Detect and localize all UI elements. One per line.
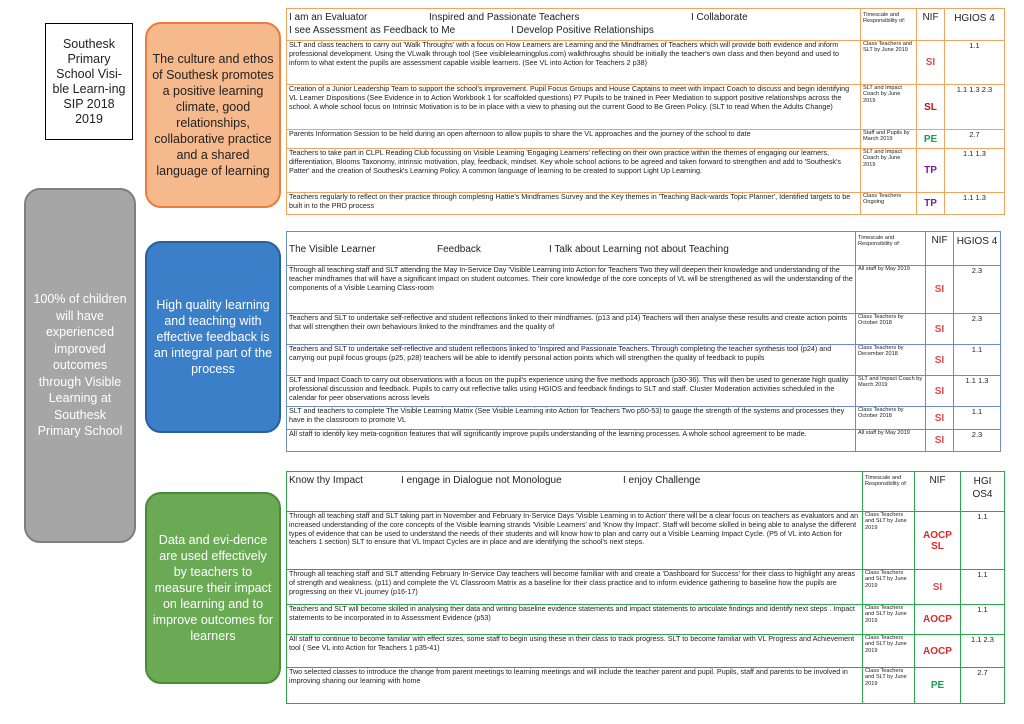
action-text: Teachers to take part in CLPL Reading Club focussing on Visible Learning 'Engaging Learners' reflecting on their own practice within the themes of engaging our learners, differentiation, Blooms Taxonomy, intrinsic motivation, play, feedback, mindset. Key whole school actions to be agreed and taken forward to strengthen and add to 'Southesk's Patter' and the creation of Southesk's Learning Policy. A common language of learning to be created to support Light Up Learning.: [287, 149, 861, 193]
action-text: Through all teaching staff and SLT attending February In-Service Day teachers will become familiar with and create a 'Dashboard for Success' for their class to highlight any areas of strength and weakness. (p11) and complete the VL Classroom Matrix as a baseline for their class practice and to inform evidence gathering to baseline how the pupils are progressing on their VL journey (p16-17): [287, 570, 863, 605]
hgios-header: HGI OS4: [961, 472, 1005, 512]
action-timescale: Class Teachers by December 2018: [856, 345, 926, 376]
action-timescale: SLT and Impact Coach by June 2019: [861, 85, 917, 130]
action-timescale: Class Teachers by October 2018: [856, 407, 926, 430]
section-table-feedback: [286, 231, 1001, 452]
nif-header: NIF: [915, 472, 961, 512]
action-timescale: SLT and Impact Coach by June 2019: [861, 149, 917, 193]
theme-label: Inspired and Passionate Teachers: [429, 12, 580, 23]
nif-code: SL: [917, 85, 945, 130]
hgios-ref: 2.7: [961, 668, 1005, 704]
theme-label: I am an Evaluator: [289, 12, 368, 23]
action-row: [287, 668, 1005, 704]
nif-header: NIF: [917, 9, 945, 41]
action-text: Through all teaching staff and SLT taking part in November and February In-Service Days 'Visible Learning in to Action' there will be a clear focus on teachers as evaluators and an increased understanding of the core concepts of the Visible learning strands 'Visible Learners' and 'Know thy Impact'. Staff will become skilled in being able to analyse the different types of evidence that can be used to understand the needs of their students and will know how to plan and carry out a Visible Learning Impact Cycle. (P5 of VL into Action for teachers 1 section) SLT to ensure that VL Impact Cycles are in place and are identifying the school's next steps.: [287, 512, 863, 570]
action-timescale: Class Teachers and SLT by June 2019: [863, 512, 915, 570]
hgios-header: HGIOS 4: [945, 9, 1005, 41]
theme-label: Feedback: [437, 244, 481, 255]
section-table-impact: [286, 471, 1005, 704]
theme-label: I Develop Positive Relationships: [511, 25, 654, 36]
hgios-ref: 1.1: [961, 605, 1005, 635]
nif-code: SI: [926, 314, 954, 345]
overall-outcome: 100% of children will have experienced improved outcomes through Visible Learning at Southesk Primary School: [24, 188, 136, 543]
theme-label: The Visible Learner: [289, 244, 376, 255]
nif-code: SI: [926, 407, 954, 430]
nif-code: PE: [915, 668, 961, 704]
nif-code: TP: [917, 149, 945, 193]
action-timescale: All staff by May 2019: [856, 430, 926, 452]
action-timescale: Class Teachers and SLT by June 2019: [863, 605, 915, 635]
action-text: Teachers and SLT to undertake self-reflective and student reflections linked to 'Inspired and Passionate Teachers. Through completing the teacher synthesis tool (p24) and carrying out pupil focus groups (p25, p28) teachers will be able to identify personal action points which will strengthen the quality of feedback to pupils: [287, 345, 856, 376]
action-row: [287, 130, 1005, 149]
hgios-ref: 1.1 1.3: [945, 149, 1005, 193]
nif-code: SI: [915, 570, 961, 605]
priority-culture-ethos: The culture and ethos of Southesk promotes a positive learning climate, good relationships, collaborative practice and a shared language of learning: [145, 22, 281, 208]
nif-code: SI: [926, 266, 954, 314]
hgios-ref: 1.1 2.3: [961, 635, 1005, 668]
action-timescale: Class Teachers by October 2018: [856, 314, 926, 345]
section-header-themes: [287, 472, 863, 512]
action-text: Two selected classes to introduce the change from parent meetings to learning meetings and will include the teacher parent and pupil. Pupils, staff and parents to be involved in improving sharing our learning with home: [287, 668, 863, 704]
priority-data-evidence: Data and evi-dence are used effectively by teachers to measure their impact on learning and to improve outcomes for learners: [145, 492, 281, 684]
timescale-header: Timescale and Responsibility of:: [861, 9, 917, 41]
section-header: [287, 9, 1005, 41]
hgios-ref: 1.1 1.3 2.3: [945, 85, 1005, 130]
action-row: [287, 376, 1001, 407]
hgios-ref: 1.1 1.3: [954, 376, 1001, 407]
theme-label: Know thy Impact: [289, 475, 363, 486]
theme-label: I see Assessment as Feedback to Me: [289, 25, 456, 36]
theme-label: I enjoy Challenge: [623, 475, 701, 486]
theme-label: I engage in Dialogue not Monologue: [401, 475, 562, 486]
hgios-header: HGIOS 4: [954, 232, 1001, 266]
hgios-ref: 1.1: [954, 345, 1001, 376]
nif-code: TP: [917, 193, 945, 215]
action-text: Teachers regularly to reflect on their practice through completing Hattie's Mindframes Survey and the Key themes in 'Teaching Back-wards Topic Planner', Identified targets to be built in to the PRD process: [287, 193, 861, 215]
priority-learning-teaching: High quality learning and teaching with effective feedback is an integral part of the process: [145, 241, 281, 433]
section-header-themes: [287, 232, 856, 266]
hgios-ref: 2.7: [945, 130, 1005, 149]
section-header-themes: [287, 9, 861, 41]
hgios-ref: 1.1: [945, 41, 1005, 85]
action-timescale: Class Teachers Ongoing: [861, 193, 917, 215]
hgios-ref: 2.3: [954, 314, 1001, 345]
action-row: [287, 85, 1005, 130]
action-text: All staff to continue to become familiar with effect sizes, some staff to begin using these in their class to track progress. SLT to become familiar with VL Progress and Achievement tool ( See VL into Action for Teachers 1 p35-41): [287, 635, 863, 668]
action-text: Teachers and SLT will become skilled in analysing their data and writing baseline evidence statements and impact statements to articulate findings and identify next steps . Impact statements to be incorporated in to Assessment Evidence (p53): [287, 605, 863, 635]
nif-code: PE: [917, 130, 945, 149]
action-row: [287, 314, 1001, 345]
action-row: [287, 149, 1005, 193]
action-row: [287, 266, 1001, 314]
action-text: SLT and teachers to complete The Visible Learning Matrix (See Visible Learning into Action for Teachers Two p50-53) to gauge the strength of the systems and processes they have in the classroom to promote VL: [287, 407, 856, 430]
action-text: Parents Information Session to be held during an open afternoon to allow pupils to share the VL approaches and the journey of the school to date: [287, 130, 861, 149]
action-row: [287, 605, 1005, 635]
action-text: SLT and Impact Coach to carry out observations with a focus on the pupil's experience using the five methods approach (p30-36). This will then be used to generate high quality professional discussion and feedback. Pupils to carry out reflective talks using HGIOS and feedback findings to SLT and staff. Cluster Moderation activities scheduled in the calendar for peer observations across levels: [287, 376, 856, 407]
action-row: [287, 430, 1001, 452]
section-header: [287, 232, 1001, 266]
nif-code: SI: [926, 430, 954, 452]
action-row: [287, 41, 1005, 85]
section-header: [287, 472, 1005, 512]
action-timescale: Class Teachers and SLT by June 2019: [863, 635, 915, 668]
action-timescale: Class Teachers and SLT by June 2019: [861, 41, 917, 85]
action-timescale: Class Teachers and SLT by June 2019: [863, 668, 915, 704]
hgios-ref: 1.1: [961, 512, 1005, 570]
section-table-culture: [286, 8, 1005, 215]
nif-code: SI: [926, 376, 954, 407]
action-row: [287, 635, 1005, 668]
action-timescale: Class Teachers and SLT by June 2019: [863, 570, 915, 605]
action-text: SLT and class teachers to carry out 'Walk Throughs' with a focus on How Learners are Learning and the Mindframes of Teachers which will provide both evidence and inform professional development. Using the VLwalk through tool (See visiblelearningplus.com) walkthroughs should be initially the teacher's own class and then beyond and used to inform to what extent the pupils are assessment capable visible learners. (See VL into Action for Teachers 2 p38): [287, 41, 861, 85]
nif-code: AOCP: [915, 605, 961, 635]
nif-header: NIF: [926, 232, 954, 266]
timescale-header: Timescale and Responsibility of:: [863, 472, 915, 512]
action-timescale: Staff and Pupils by March 2019: [861, 130, 917, 149]
action-text: All staff to identify key meta-cognition features that will significantly improve pupils understanding of the learning processes. A whole school agreement to be made.: [287, 430, 856, 452]
action-text: Through all teaching staff and SLT attending the May In-Service Day 'Visible Learning into Action for Teachers Two they will deepen their knowledge and understanding of the teacher mindframes that will have a significant impact on student outcomes. Their core knowledge of the core concepts of VL will be strengthened as will the understanding of the components of a Visible Learning Class-room: [287, 266, 856, 314]
theme-label: I Collaborate: [691, 12, 748, 23]
action-timescale: SLT and Impact Coach by March 2019: [856, 376, 926, 407]
action-row: [287, 345, 1001, 376]
action-row: [287, 570, 1005, 605]
nif-code: SI: [917, 41, 945, 85]
plan-title: Southesk Primary School Visi-ble Learn-ing SIP 2018 2019: [45, 23, 133, 140]
action-row: [287, 193, 1005, 215]
hgios-ref: 1.1: [961, 570, 1005, 605]
nif-code: SI: [926, 345, 954, 376]
timescale-header: Timescale and Responsibility of:: [856, 232, 926, 266]
action-text: Creation of a Junior Leadership Team to support the school's improvement. Pupil Focus Groups and House Captains to meet with Impact Coach to discuss and begin identifying VL Learner Dispositions (See Evidence in to Action Workbook 1 for scaffolded questions) P7 Pupils to be trained in Peer Mediation to support positive relationships across the school. A whole school focus on Intrinsic Motivation is to be in place with a view to phasing out the current Good to Be Green Policy. (SLT to read When the Adults Change): [287, 85, 861, 130]
action-text: Teachers and SLT to undertake self-reflective and student reflections linked to their mindframes. (p13 and p14) Teachers will then analyse these results and create action points that will strengthen their own behaviours linked to the mindframes and the quality of: [287, 314, 856, 345]
hgios-ref: 1.1 1.3: [945, 193, 1005, 215]
nif-code: AOCP: [915, 635, 961, 668]
nif-code: AOCP SL: [915, 512, 961, 570]
hgios-ref: 1.1: [954, 407, 1001, 430]
theme-label: I Talk about Learning not about Teaching: [549, 244, 729, 255]
hgios-ref: 2.3: [954, 266, 1001, 314]
action-row: [287, 512, 1005, 570]
hgios-ref: 2.3: [954, 430, 1001, 452]
action-row: [287, 407, 1001, 430]
action-timescale: All staff by May 2019: [856, 266, 926, 314]
